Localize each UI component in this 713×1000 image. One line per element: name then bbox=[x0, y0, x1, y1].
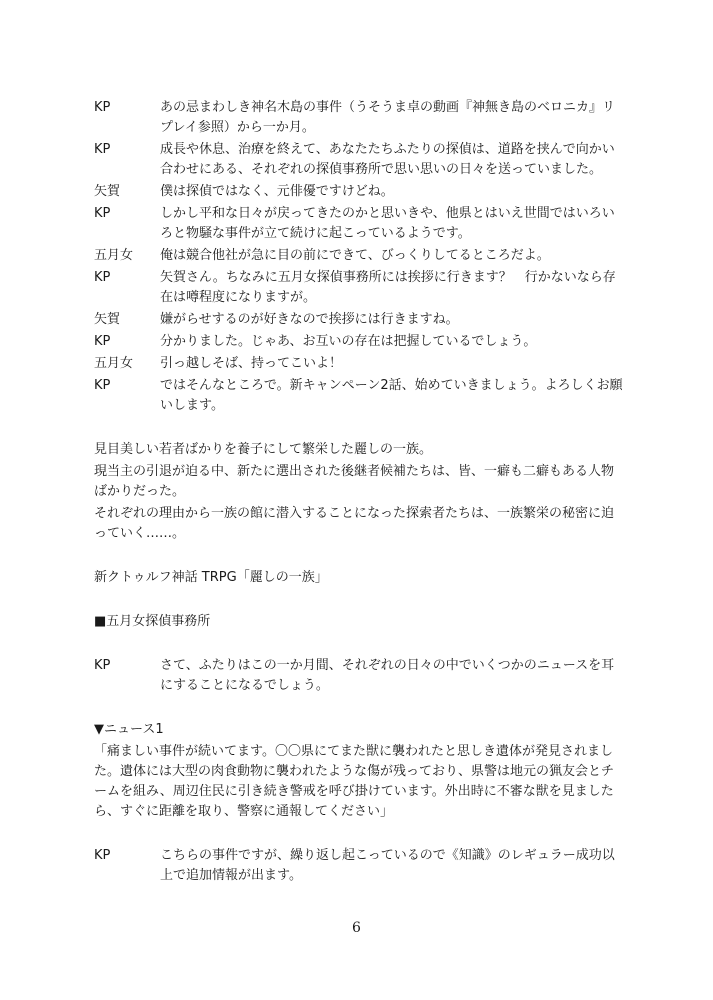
dialog-line bbox=[94, 246, 626, 266]
dialog-line bbox=[94, 310, 626, 330]
dialog-line bbox=[94, 376, 626, 416]
spacer bbox=[94, 590, 626, 612]
dialog-line bbox=[94, 182, 626, 202]
dialog-text: 矢賀さん。ちなみに五月女探偵事務所には挨拶に行きます？ 行かないなら存在は噂程度になりますが。 bbox=[160, 270, 616, 305]
dialog-text: 嫌がらせするのが好きなので挨拶には行きますね。 bbox=[160, 312, 459, 327]
spacer bbox=[94, 418, 626, 440]
speaker-name: 矢賀 bbox=[94, 312, 121, 327]
speaker-name: 矢賀 bbox=[94, 184, 121, 199]
speaker-name: 五月女 bbox=[94, 248, 134, 263]
speaker-name: KP bbox=[94, 334, 111, 349]
spacer bbox=[94, 634, 626, 656]
dialog-text: さて、ふたりはこの一か月間、それぞれの日々の中でいくつかのニュースを耳にすることになるでしょう。 bbox=[160, 658, 615, 693]
section-heading: ■五月女探偵事務所 bbox=[94, 614, 211, 629]
dialog-text: 僕は探偵ではなく、元俳優ですけどね。 bbox=[160, 184, 394, 199]
page-body bbox=[94, 98, 626, 888]
dialog-text: 分かりました。じゃあ、お互いの存在は把握しているでしょう。 bbox=[160, 334, 537, 349]
dialog-line bbox=[94, 846, 626, 886]
dialog-text: 俺は競合他社が急に目の前にできて、びっくりしてるところだよ。 bbox=[160, 248, 550, 263]
speaker-name: KP bbox=[94, 142, 111, 157]
dialog-text: しかし平和な日々が戻ってきたのかと思いきや、他県とはいえ世間ではいろいろと物騒な事件が立て続けに起こっているようです。 bbox=[160, 206, 615, 241]
synopsis-line: それぞれの理由から一族の館に潜入することになった探索者たちは、一族繁栄の秘密に迫っていく……。 bbox=[94, 506, 615, 541]
speaker-name: KP bbox=[94, 658, 111, 673]
scenario-title: 新クトゥルフ神話 TRPG「麗しの一族」 bbox=[94, 570, 328, 585]
dialog-text: 成長や休息、治療を終えて、あなたたちふたりの探偵は、道路を挟んで向かい合わせにある、それぞれの探偵事務所で思い思いの日々を送っていました。 bbox=[160, 142, 615, 177]
news-heading: ▼ニュース1 bbox=[94, 722, 164, 737]
dialog-line bbox=[94, 98, 626, 138]
speaker-name: KP bbox=[94, 270, 111, 285]
speaker-name: KP bbox=[94, 206, 111, 221]
speaker-name: 五月女 bbox=[94, 356, 134, 371]
dialog-line bbox=[94, 268, 626, 308]
dialog-text: こちらの事件ですが、繰り返し起こっているので《知識》のレギュラー成功以上で追加情報が出ます。 bbox=[160, 848, 615, 883]
speaker-name: KP bbox=[94, 848, 111, 863]
synopsis-line: 見目美しい若者ばかりを養子にして繁栄した麗しの一族。 bbox=[94, 442, 433, 457]
dialog-text: あの忌まわしき神名木島の事件（うそうま卓の動画『神無き島のベロニカ』リプレイ参照）から一か月。 bbox=[160, 100, 616, 135]
dialog-line bbox=[94, 656, 626, 696]
dialog-line bbox=[94, 204, 626, 244]
dialog-line bbox=[94, 332, 626, 352]
news-body: 「痛ましい事件が続いてます。〇〇県にてまた獣に襲われたと思しき遺体が発見されました。遺体には大型の肉食動物に襲われたような傷が残っており、県警は地元の猟友会とチームを組み、周辺住民に引き続き警戒を呼び掛けています。外出時に不審な獣を見ましたら、すぐに距離を取り、警察に通報してください」 bbox=[94, 744, 615, 819]
spacer bbox=[94, 698, 626, 720]
spacer bbox=[94, 824, 626, 846]
synopsis-line: 現当主の引退が迫る中、新たに選出された後継者候補たちは、皆、一癖も二癖もある人物ばかりだった。 bbox=[94, 464, 615, 499]
dialog-text: 引っ越しそば、持ってこいよ！ bbox=[160, 356, 343, 371]
page-number: 6 bbox=[352, 920, 361, 936]
speaker-name: KP bbox=[94, 378, 111, 393]
speaker-name: KP bbox=[94, 100, 111, 115]
spacer bbox=[94, 546, 626, 568]
dialog-line bbox=[94, 354, 626, 374]
dialog-line bbox=[94, 140, 626, 180]
dialog-text: ではそんなところで。新キャンペーン2話、始めていきましょう。よろしくお願いします。 bbox=[160, 378, 623, 413]
